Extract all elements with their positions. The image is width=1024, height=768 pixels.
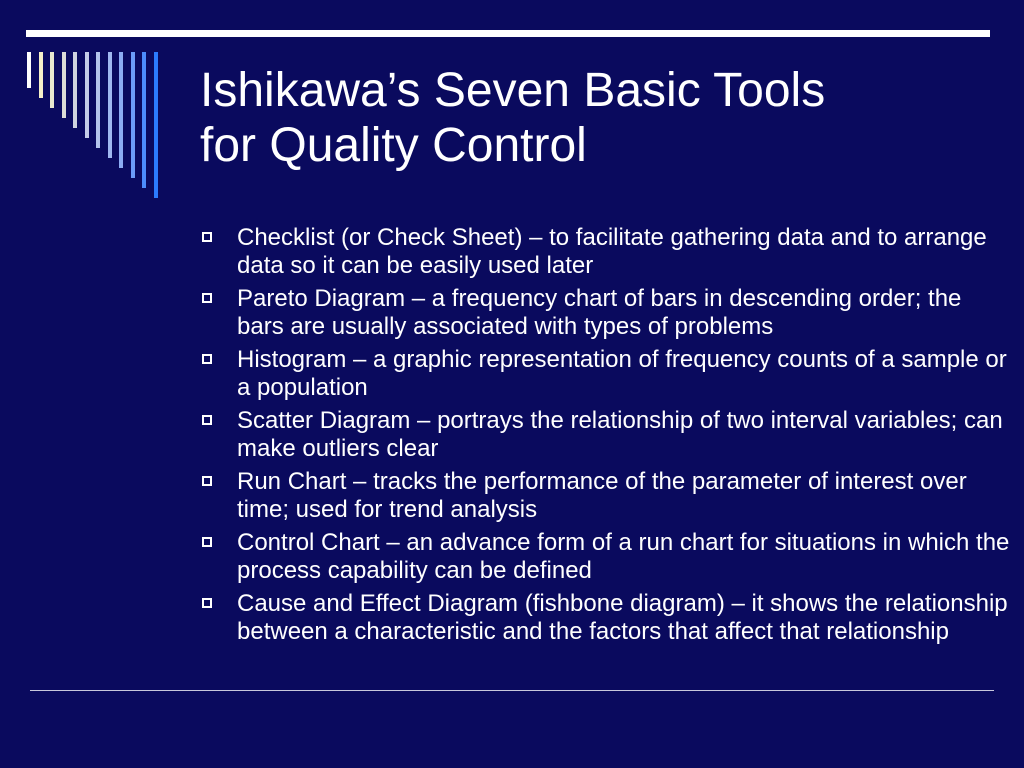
bullet-item-scatter-diagram	[200, 407, 1010, 463]
square-bullet-icon	[202, 232, 212, 242]
bullet-text: Scatter Diagram – portrays the relationship of two interval variables; can make outliers clear	[237, 407, 1003, 462]
bullet-text: Histogram – a graphic representation of frequency counts of a sample or a population	[237, 346, 1007, 401]
bullet-item-checklist	[200, 224, 1010, 280]
square-bullet-icon	[202, 293, 212, 303]
bullet-text: Control Chart – an advance form of a run chart for situations in which the process capability can be defined	[237, 529, 1010, 584]
bullet-text: Run Chart – tracks the performance of the parameter of interest over time; used for trend analysis	[237, 468, 967, 523]
bullet-list	[200, 224, 1010, 651]
bullet-item-control-chart	[200, 529, 1010, 585]
bullet-item-run-chart	[200, 468, 1010, 524]
decorative-stripe	[50, 52, 54, 108]
decorative-stripe	[27, 52, 31, 88]
square-bullet-icon	[202, 354, 212, 364]
bullet-item-pareto-diagram	[200, 285, 1010, 341]
slide-title	[200, 63, 1000, 173]
bullet-text: Cause and Effect Diagram (fishbone diagram) – it shows the relationship between a characteristic and the factors that affect that relationship	[237, 590, 1008, 645]
title-line-1: Ishikawa’s Seven Basic Tools	[200, 64, 826, 117]
bullet-item-histogram	[200, 346, 1010, 402]
decorative-stripe	[39, 52, 43, 98]
decorative-stripes	[0, 0, 180, 210]
square-bullet-icon	[202, 598, 212, 608]
bullet-item-cause-and-effect-diagram	[200, 590, 1010, 646]
square-bullet-icon	[202, 537, 212, 547]
decorative-stripe	[119, 52, 123, 168]
bottom-rule	[30, 690, 994, 691]
square-bullet-icon	[202, 415, 212, 425]
decorative-stripe	[142, 52, 146, 188]
decorative-stripe	[154, 52, 158, 198]
title-line-2: for Quality Control	[200, 119, 587, 172]
decorative-stripe	[62, 52, 66, 118]
square-bullet-icon	[202, 476, 212, 486]
decorative-stripe	[96, 52, 100, 148]
decorative-stripe	[73, 52, 77, 128]
bullet-text: Pareto Diagram – a frequency chart of bars in descending order; the bars are usually associated with types of problems	[237, 285, 962, 340]
decorative-stripe	[108, 52, 112, 158]
decorative-stripe	[85, 52, 89, 138]
bullet-text: Checklist (or Check Sheet) – to facilitate gathering data and to arrange data so it can be easily used later	[237, 224, 987, 279]
decorative-stripe	[131, 52, 135, 178]
